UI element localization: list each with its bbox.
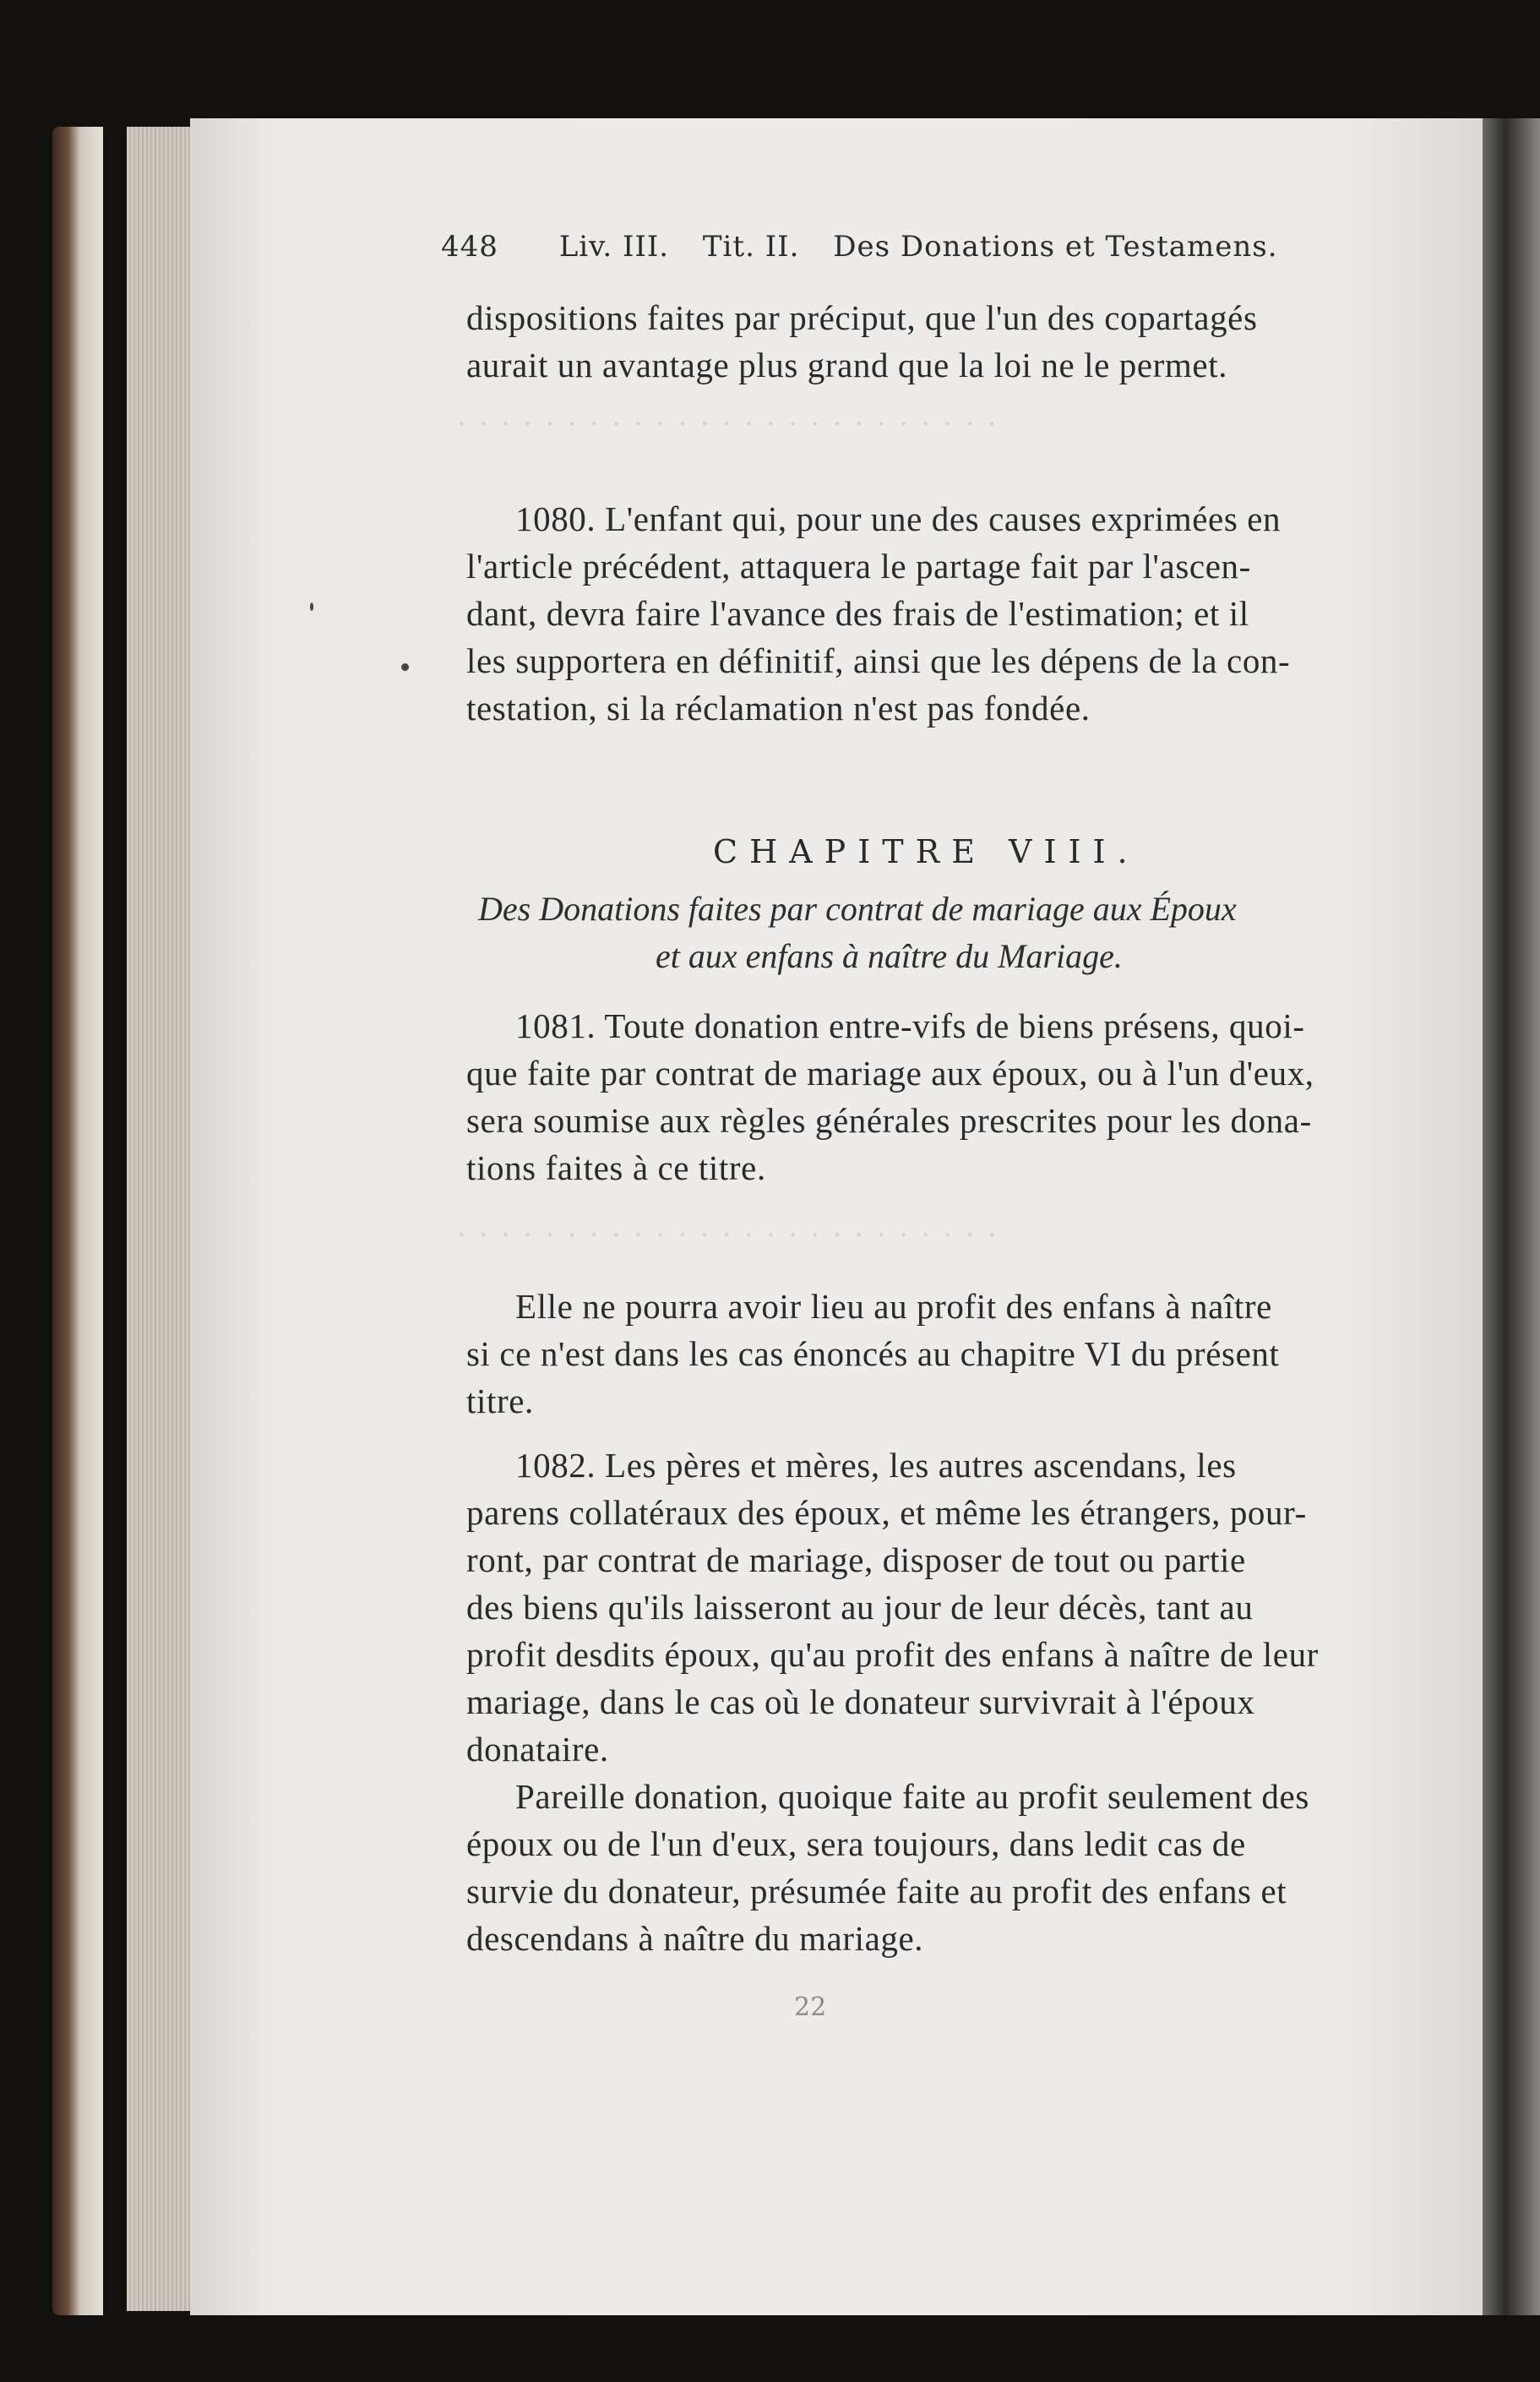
article-1081-line: tions faites à ce titre. (466, 1148, 766, 1187)
article-1082-line: 1082. Les pères et mères, les autres ascendans, les (515, 1446, 1237, 1485)
article-1082-line: descendans à naître du mariage. (466, 1919, 924, 1958)
article-1080-line: testation, si la réclamation n'est pas fondée. (466, 689, 1091, 728)
margin-speck (310, 602, 313, 611)
chapter-subtitle-line: Des Donations faites par contrat de mariage aux Époux (478, 890, 1237, 928)
article-1082-line: ront, par contrat de mariage, disposer de tout ou partie (466, 1540, 1246, 1579)
book-gutter (1483, 118, 1540, 2315)
header-titre: Tit. II. (702, 230, 800, 264)
chapter-subtitle-line: et aux enfans à naître du Mariage. (656, 937, 1123, 975)
article-1082-line: des biens qu'ils laisseront au jour de leur décès, tant au (466, 1588, 1254, 1627)
signature-mark: 22 (794, 1992, 827, 2022)
article-1080-line: l'article précédent, attaquera le partage fait par l'ascen- (466, 547, 1251, 586)
article-1082-line: parens collatéraux des époux, et même les étrangers, pour- (466, 1493, 1307, 1532)
article-1082-line: Pareille donation, quoique faite au profit seulement des (515, 1777, 1309, 1816)
article-1080-line: 1080. L'enfant qui, pour une des causes exprimées en (515, 499, 1282, 538)
article-1081-line: sera soumise aux règles générales prescrites pour les dona- (466, 1101, 1312, 1140)
article-1082-line: mariage, dans le cas où le donateur survivrait à l'époux (466, 1682, 1255, 1721)
book-left-edge (52, 127, 103, 2315)
article-1082-line: époux ou de l'un d'eux, sera toujours, dans ledit cas de (466, 1824, 1246, 1863)
header-livre: Liv. III. (558, 230, 670, 264)
article-1082-line: profit desdits époux, qu'au profit des enfans à naître de leur (466, 1635, 1319, 1674)
header-section: Des Donations et Testamens. (833, 230, 1278, 264)
running-header (441, 230, 1278, 264)
page-number: 448 (441, 230, 498, 264)
text-line: dispositions faites par préciput, que l'un des copartagés (466, 298, 1258, 337)
margin-speck (401, 663, 409, 671)
article-1081-line: si ce n'est dans les cas énoncés au chapitre VI du présent (466, 1334, 1280, 1373)
article-1082-line: donataire. (466, 1730, 609, 1769)
article-1082-line: survie du donateur, présumée faite au profit des enfans et (466, 1872, 1287, 1911)
article-1080-line: dant, devra faire l'avance des frais de l'estimation; et il (466, 594, 1249, 633)
article-1080-line: les supportera en définitif, ainsi que les dépens de la con- (466, 641, 1291, 680)
article-1081-line: que faite par contrat de mariage aux époux, ou à l'un d'eux, (466, 1054, 1314, 1093)
bleed-through: · · · · · · · · · · · · · · · · · · · · · · · · · (456, 406, 999, 442)
article-1081-line: Elle ne pourra avoir lieu au profit des enfans à naître (515, 1287, 1272, 1326)
article-1081-line: 1081. Toute donation entre-vifs de biens présens, quoi- (515, 1006, 1305, 1045)
article-1081-line: titre. (466, 1382, 534, 1420)
bleed-through: · · · · · · · · · · · · · · · · · · · · · · · · · (456, 1218, 999, 1253)
page-stack-edge (127, 127, 194, 2311)
text-line: aurait un avantage plus grand que la loi ne le permet. (466, 346, 1228, 384)
chapter-heading: CHAPITRE VIII. (713, 833, 1140, 870)
